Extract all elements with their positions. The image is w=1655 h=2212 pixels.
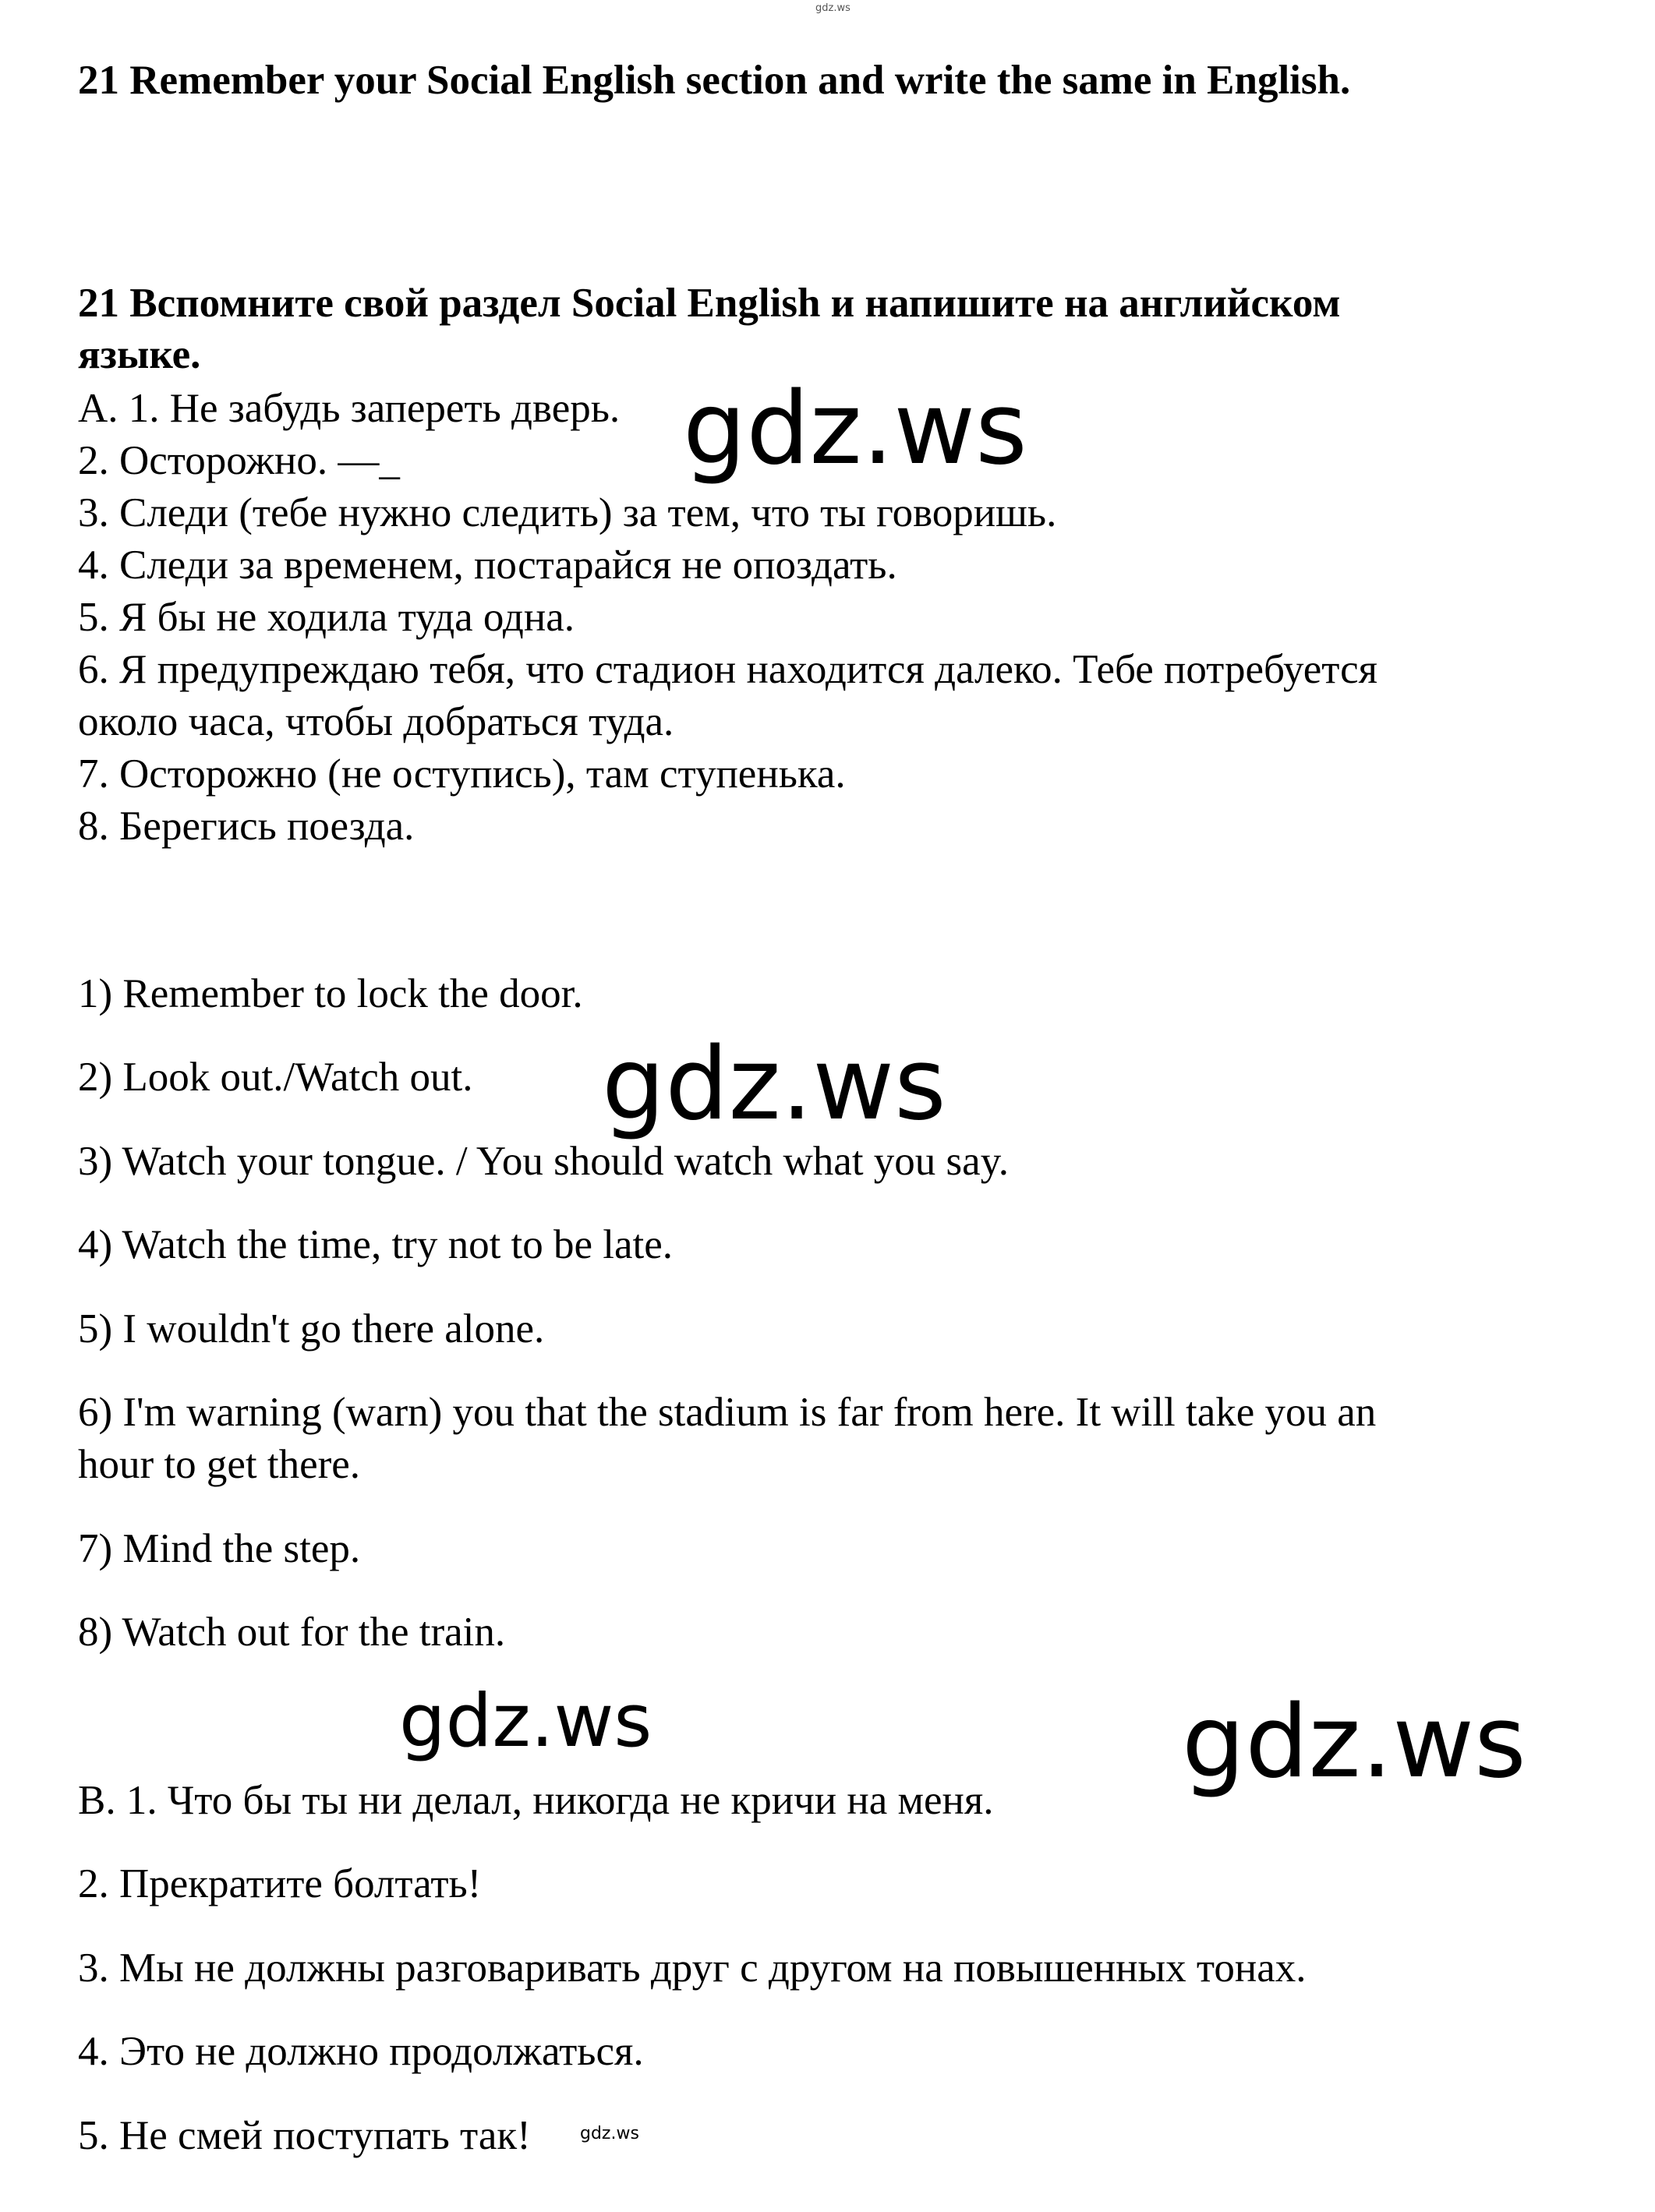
watermark-logo: gdz.ws (602, 1026, 946, 1143)
task-heading-en: 21 Remember your Social English section and write the same in English. (78, 58, 1351, 103)
section-a-en-answer: 4) Watch the time, try not to be late. (78, 1222, 674, 1267)
section-a-ru-line: 5. Я бы не ходила туда одна. (78, 595, 575, 640)
section-a-ru-line: около часа, чтобы добраться туда. (78, 699, 674, 744)
top-watermark: gdz.ws (815, 2, 850, 14)
section-a-en-answer: 7) Mind the step. (78, 1526, 361, 1571)
section-a-en-answer: 6) I'm warning (warn) you that the stadium is far from here. It will take you an (78, 1390, 1377, 1435)
section-b-ru-line: 2. Прекратите болтать! (78, 1861, 482, 1906)
section-b-ru-line: 4. Это не должно продолжаться. (78, 2029, 644, 2074)
watermark-logo: gdz.ws (399, 1679, 652, 1764)
section-a-ru-line: 7. Осторожно (не оступись), там ступенька. (78, 751, 846, 797)
section-a-en-answer: 1) Remember to lock the door. (78, 971, 583, 1016)
section-a-ru-line: 2. Осторожно. —_ (78, 438, 400, 483)
task-heading-ru-line1: 21 Вспомните свой раздел Social English и напишите на английском (78, 281, 1341, 326)
section-b-ru-line: В. 1. Что бы ты ни делал, никогда не кричи на меня. (78, 1778, 994, 1823)
section-a-en-answer: 3) Watch your tongue. / You should watch what you say. (78, 1139, 1010, 1184)
section-a-ru-line: 4. Следи за временем, постарайся не опоздать. (78, 542, 897, 588)
section-a-en-answer: hour to get there. (78, 1442, 361, 1487)
section-a-en-answer: 5) I wouldn't go there alone. (78, 1306, 545, 1352)
section-a-ru-line: А. 1. Не забудь запереть дверь. (78, 386, 621, 431)
section-a-en-answer: 8) Watch out for the train. (78, 1610, 506, 1655)
task-heading-ru-line2: языке. (78, 332, 201, 377)
section-a-ru-line: 8. Берегись поезда. (78, 804, 415, 849)
watermark-logo-small: gdz.ws (580, 2124, 639, 2143)
section-b-ru-line: 5. Не смей поступать так! (78, 2113, 531, 2158)
watermark-logo: gdz.ws (683, 371, 1027, 487)
watermark-logo: gdz.ws (1182, 1684, 1526, 1800)
section-a-ru-line: 3. Следи (тебе нужно следить) за тем, что ты говоришь. (78, 490, 1057, 535)
section-a-en-answer: 2) Look out./Watch out. (78, 1055, 473, 1100)
section-a-ru-line: 6. Я предупреждаю тебя, что стадион находится далеко. Тебе потребуется (78, 647, 1377, 692)
section-b-ru-line: 3. Мы не должны разговаривать друг с другом на повышенных тонах. (78, 1945, 1307, 1991)
